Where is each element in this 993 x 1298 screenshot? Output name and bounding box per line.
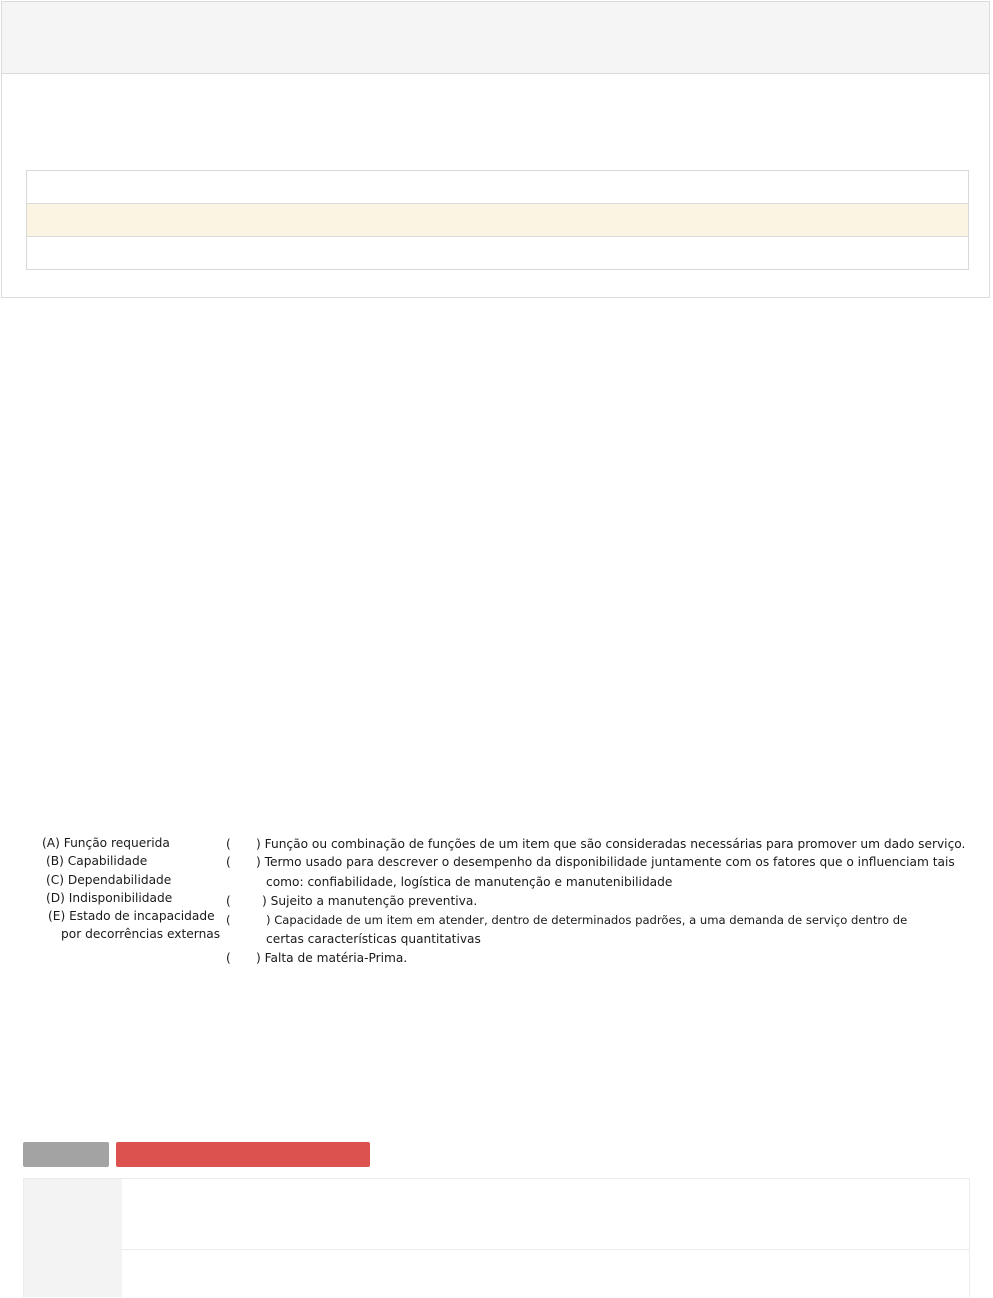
answer-blank: ( [226,837,231,851]
answer-panel [23,1178,970,1297]
option-a: (A) Função requerida [42,836,170,850]
statement-2-continuation: como: confiabilidade, logística de manutenção e manutenibilidade [266,875,673,889]
answer-row [122,1179,970,1250]
statement-5 [226,949,407,967]
option-e: (E) Estado de incapacidade [48,909,215,923]
question-figure [30,832,966,972]
statement-4 [226,911,907,929]
statement-text: ) Falta de matéria-Prima. [256,951,408,965]
option-d: (D) Indisponibilidade [46,891,173,905]
table-row-highlighted [27,204,968,237]
statement-3 [226,892,477,910]
answer-row [122,1250,970,1298]
primary-action-button[interactable] [116,1142,370,1167]
table-row [27,237,968,269]
secondary-button[interactable] [23,1142,109,1167]
statement-text: ) Capacidade de um item em atender, dentro de determinados padrões, a uma demanda de serviço dentro de [266,913,908,927]
answer-blank: ( [226,951,231,965]
statement-text: ) Termo usado para descrever o desempenho da disponibilidade juntamente com os fatores que o influenciam tais [256,855,955,869]
statement-2 [226,853,955,871]
statement-4-continuation: certas características quantitativas [266,932,481,946]
statement-text: ) Sujeito a manutenção preventiva. [262,894,478,908]
answer-blank: ( [226,913,231,927]
answer-blank: ( [226,855,231,869]
table-row [27,171,968,204]
option-c: (C) Dependabilidade [46,873,172,887]
option-b: (B) Capabilidade [46,854,148,868]
answer-sidebar [24,1179,122,1297]
panel-header [2,2,989,74]
option-e-continuation: por decorrências externas [61,927,221,941]
top-panel [1,1,990,298]
statement-1 [226,835,965,853]
summary-table [26,170,969,270]
answer-blank: ( [226,894,231,908]
statement-text: ) Função ou combinação de funções de um item que são consideradas necessárias para promover um dado serviço. [256,837,966,851]
